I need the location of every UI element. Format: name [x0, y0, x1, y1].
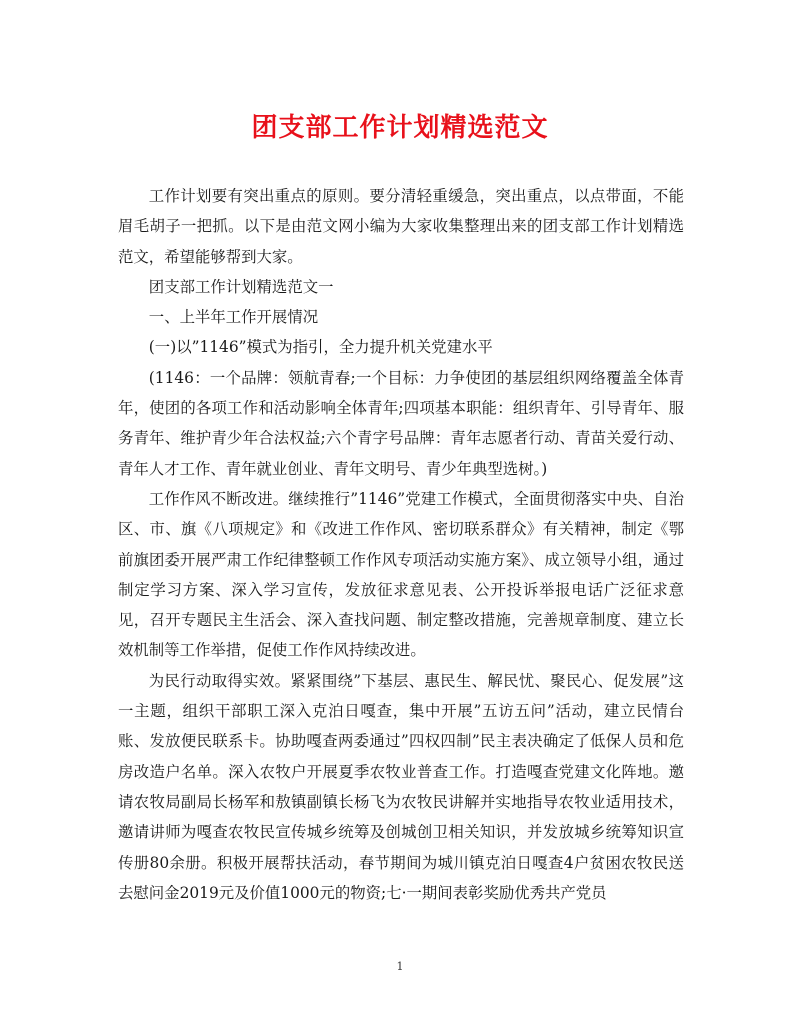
document-body: [118, 181, 684, 908]
page-number: 1: [396, 960, 404, 973]
work-style-paragraph: 工作作风不断改进。继续推行”1146”党建工作模式，全面贯彻落实中央、自治区、市、旗《八项规定》和《改进工作作风、密切联系群众》有关精神，制定《鄂前旗团委开展严肃工作纪律整顿工作作风专项活动实施方案》、成立领导小组，通过制定学习方案、深入学习宣传，发放征求意见表、公开投诉举报电话广泛征求意见，召开专题民主生活会、深入查找问题、制定整改措施，完善规章制度、建立长效机制等工作举措，促使工作作风持续改进。: [118, 489, 684, 660]
model-explanation-paragraph: (1146：一个品牌：领航青春;一个目标：力争使团的基层组织网络覆盖全体青年，使团的各项工作和活动影响全体青年;四项基本职能：组织青年、引导青年、服务青年、维护青少年合法权益;六个青字号品牌：青年志愿者行动、青苗关爱行动、青年人才工作、青年就业创业、青年文明号、青少年典型选树。): [118, 368, 684, 478]
item-heading: (一)以”1146”模式为指引，全力提升机关党建水平: [148, 338, 493, 357]
intro-paragraph: 工作计划要有突出重点的原则。要分清轻重缓急，突出重点，以点带面，不能眉毛胡子一把抓。以下是由范文网小编为大家收集整理出来的团支部工作计划精选范文，希望能够帮到大家。: [118, 187, 684, 266]
people-action-paragraph: 为民行动取得实效。紧紧围绕”下基层、惠民生、解民忧、聚民心、促发展”这一主题，组织干部职工深入克泊日嘎查，集中开展”五访五问”活动，建立民情台账、发放便民联系卡。协助嘎查两委通过”四权四制”民主表决确定了低保人员和危房改造户名单。深入农牧户开展夏季农牧业普查工作。打造嘎查党建文化阵地。邀请农牧局副局长杨军和敖镇副镇长杨飞为农牧民讲解并实地指导农牧业适用技术，邀请讲师为嘎查农牧民宣传城乡统筹及创城创卫相关知识，并发放城乡统筹知识宣传册80余册。积极开展帮扶活动，春节期间为城川镇克泊日嘎查4户贫困农牧民送去慰问金2019元及价值1000元的物资;七·一期间表彰奖励优秀共产党员: [118, 671, 684, 902]
document-title: 团支部工作计划精选范文: [251, 113, 549, 143]
subsection-heading: 一、上半年工作开展情况: [148, 308, 319, 327]
section-heading: 团支部工作计划精选范文一: [148, 277, 334, 296]
